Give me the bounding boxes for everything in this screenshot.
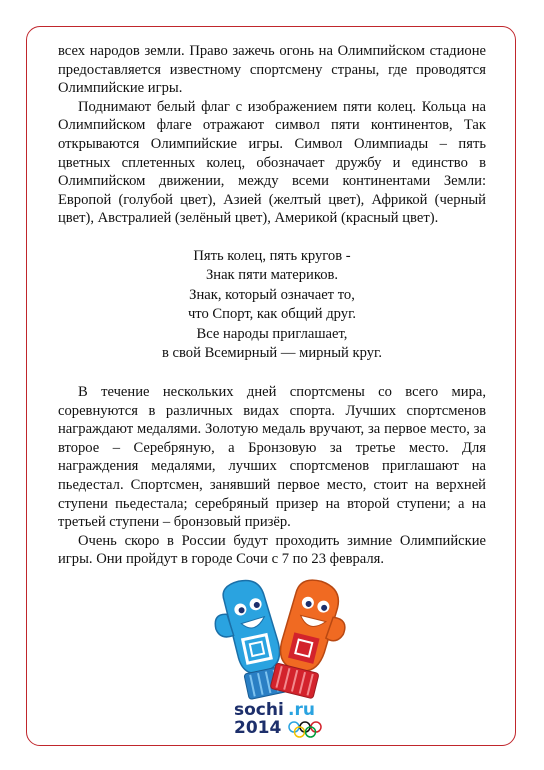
paragraph-3: В течение нескольких дней спортсмены со всего мира, соревнуются в различных видах спорта. Лучших спортсменов награждают медалями. Золотую медаль вручают, за первое место, за второе – Серебряную, а Бронзовую за третье место. Для награждения медалями, лучших спортсменов приглашают на пьедестал. Спортсмен, занявший первое место, стоит на верхней ступени пьедестала; серебряный призер на второй ступени; а на третьей ступени – бронзовый призёр. (58, 383, 486, 531)
mascot-mittens-icon (210, 575, 350, 740)
paragraph-4: Очень скоро в России будут проходить зимние Олимпийские игры. Они пройдут в городе Сочи с 7 по 23 февраля. (58, 532, 486, 568)
poem (58, 247, 486, 364)
paragraph-1: всех народов земли. Право зажечь огонь на Олимпийском стадионе предоставляется известному спортсмену страны, где проводятся Олимпийские игры. (58, 43, 486, 97)
article-body (58, 42, 486, 569)
sochi-logo-text (234, 700, 321, 738)
poem-line: в свой Всемирный — мирный круг. (162, 345, 382, 362)
poem-line: Пять колец, пять кругов - (193, 247, 351, 264)
poem-line: Знак пяти материков. (205, 267, 339, 284)
svg-text:2014: 2014 (234, 718, 282, 738)
poem-line: Все народы приглашает, (196, 325, 348, 342)
paragraph-2: Поднимают белый флаг с изображением пяти колец. Кольца на Олимпийском флаге отражают символ пяти континентов, Так открываются Олимпийские игры. Символ Олимпиады – пять цветных сплетенных колец, обозначает дружбу и единство в Олимпийском движении, между всеми континентами Земли: Европой (голубой цвет), Азией (желтый цвет), Африкой (черный цвет), Австралией (зелёный цвет), Америкой (красный цвет). (58, 98, 486, 227)
poem-line: что Спорт, как общий друг. (187, 306, 357, 323)
svg-text:.ru: .ru (288, 700, 315, 720)
svg-text:sochi: sochi (234, 700, 284, 720)
poem-line: Знак, который означает то, (189, 286, 355, 303)
sochi-2014-mittens-logo (210, 575, 350, 740)
